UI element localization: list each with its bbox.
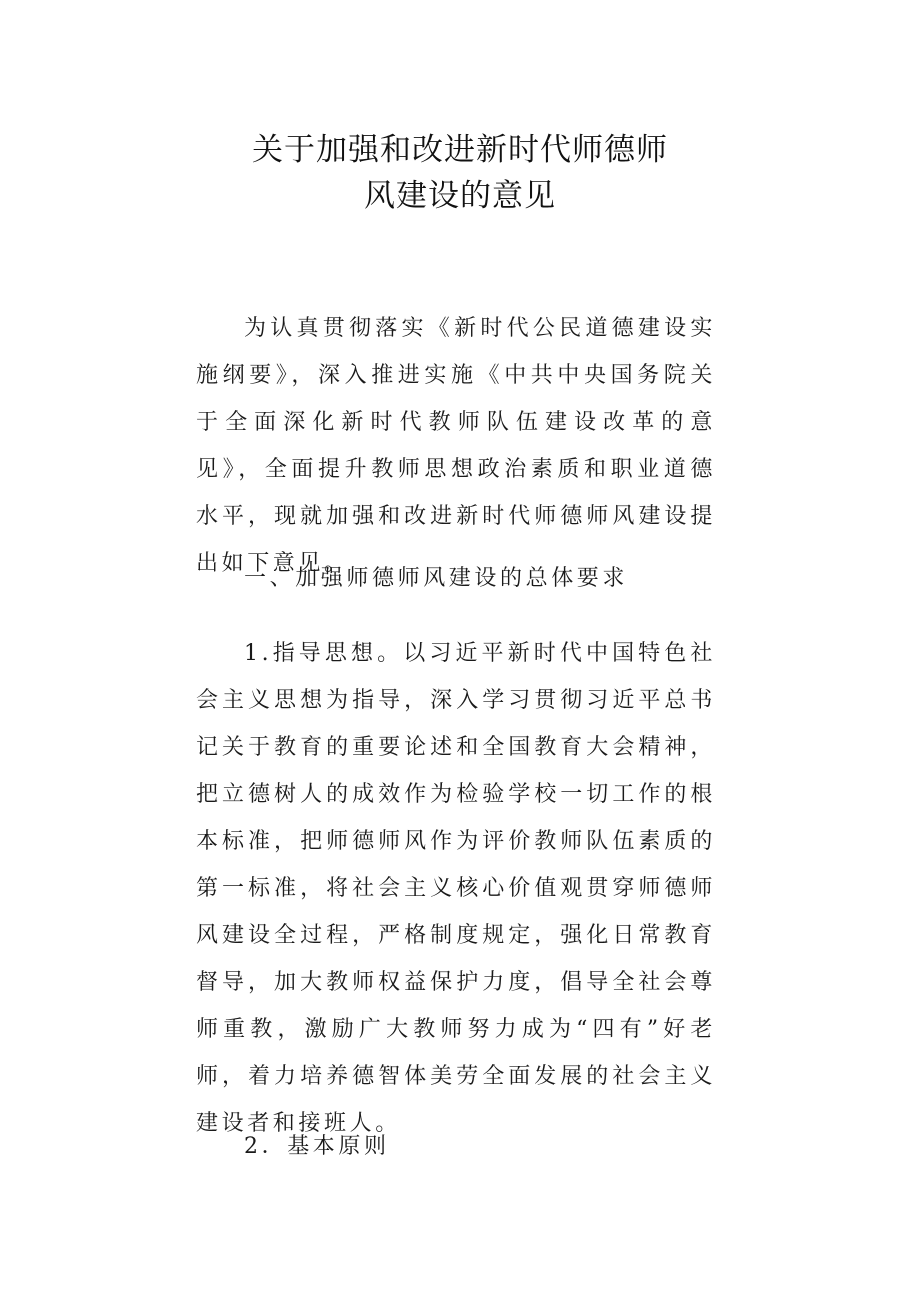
- document-title-line-1: 关于加强和改进新时代师德师: [252, 132, 668, 168]
- intro-paragraph: 为认真贯彻落实《新时代公民道德建设实施纲要》，深入推进实施《中共中央国务院关于全面深化新时代教师队伍建设改革的意见》，全面提升教师思想政治素质和职业道德水平，现就加强和改进新时代师德师风建设提出如下意见。: [196, 316, 716, 576]
- document-title-line-2: 风建设的意见: [364, 178, 556, 214]
- basic-principles-heading: 2．基本原则: [244, 1134, 390, 1159]
- section-heading-general-requirements: 一、加强师德师风建设的总体要求: [244, 566, 629, 591]
- guiding-ideology-paragraph: 1.指导思想。以习近平新时代中国特色社会主义思想为指导，深入学习贯彻习近平总书记关于教育的重要论述和全国教育大会精神，把立德树人的成效作为检验学校一切工作的根本标准，把师德师风作为评价教师队伍素质的第一标准，将社会主义核心价值观贯穿师德师风建设全过程，严格制度规定，强化日常教育督导，加大教师权益保护力度，倡导全社会尊师重教，激励广大教师努力成为“四有”好老师，着力培养德智体美劳全面发展的社会主义建设者和接班人。: [196, 641, 716, 1136]
